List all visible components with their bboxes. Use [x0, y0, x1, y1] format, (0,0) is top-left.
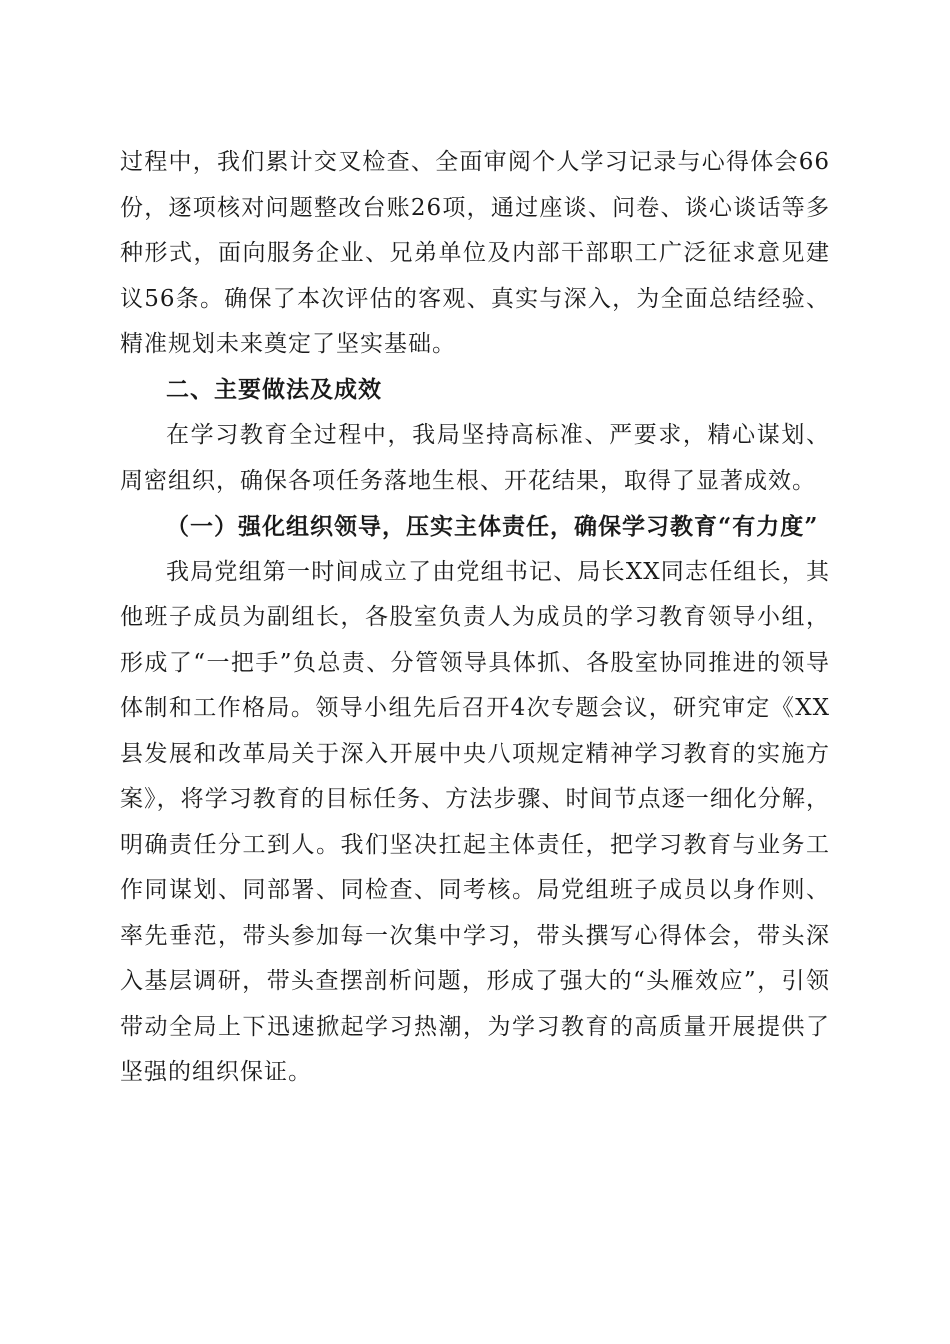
section-heading: 二、主要做法及成效: [166, 376, 382, 403]
body-paragraph-continuation: 过程中，我们累计交叉检查、全面审阅个人学习记录与心得体会66份，逐项核对问题整改台账26项，通过座谈、问卷、谈心谈话等多种形式，面向服务企业、兄弟单位及内部干部职工广泛征求意见建议56条。确保了本次评估的客观、真实与深入，为全面总结经验、精准规划未来奠定了坚实基础。: [120, 149, 830, 357]
sub-heading: （一）强化组织领导，压实主体责任，确保学习教育“有力度”: [166, 513, 819, 540]
document-body: [120, 140, 830, 1096]
body-paragraph: 在学习教育全过程中，我局坚持高标准、严要求，精心谋划、周密组织，确保各项任务落地生根、开花结果，取得了显著成效。: [120, 422, 830, 494]
body-paragraph: 我局党组第一时间成立了由党组书记、局长XX同志任组长，其他班子成员为副组长，各股室负责人为成员的学习教育领导小组，形成了“一把手”负总责、分管领导具体抓、各股室协同推进的领导体制和工作格局。领导小组先后召开4次专题会议，研究审定《XX县发展和改革局关于深入开展中央八项规定精神学习教育的实施方案》，将学习教育的目标任务、方法步骤、时间节点逐一细化分解，明确责任分工到人。我们坚决扛起主体责任，把学习教育与业务工作同谋划、同部署、同检查、同考核。局党组班子成员以身作则、率先垂范，带头参加每一次集中学习，带头撰写心得体会，带头深入基层调研，带头查摆剖析问题，形成了强大的“头雁效应”，引领带动全局上下迅速掀起学习热潮，为学习教育的高质量开展提供了坚强的组织保证。: [120, 558, 830, 1085]
